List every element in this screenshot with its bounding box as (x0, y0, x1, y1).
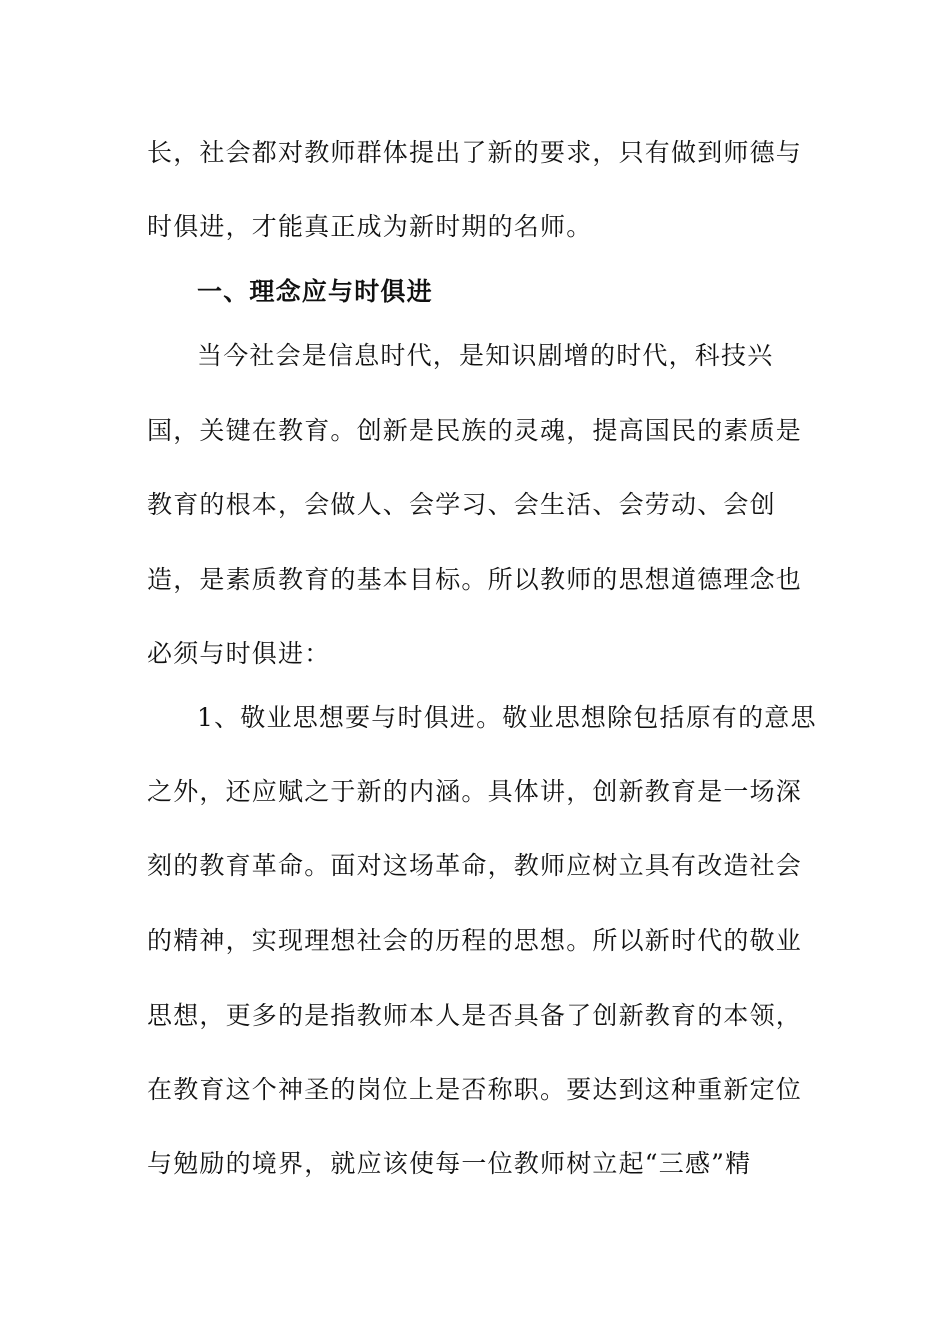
paragraph-line: 造，是素质教育的基本目标。所以教师的思想道德理念也 (147, 565, 803, 594)
paragraph-line: 时俱进，才能真正成为新时期的名师。 (147, 212, 593, 241)
paragraph-line: 教育的根本，会做人、会学习、会生活、会劳动、会创 (147, 490, 776, 519)
section-heading: 一、理念应与时俱进 (197, 277, 433, 306)
paragraph-line: 思想，更多的是指教师本人是否具备了创新教育的本领， (147, 1001, 803, 1030)
paragraph-line: 的精神，实现理想社会的历程的思想。所以新时代的敬业 (147, 926, 803, 955)
paragraph-line: 1、敬业思想要与时俱进。敬业思想除包括原有的意思 (197, 703, 817, 732)
paragraph-line: 在教育这个神圣的岗位上是否称职。要达到这种重新定位 (147, 1075, 803, 1104)
paragraph-line: 与勉励的境界，就应该使每一位教师树立起“三感”精 (147, 1149, 752, 1178)
paragraph-line: 必须与时俱进： (147, 639, 331, 668)
paragraph-line: 刻的教育革命。面对这场革命，教师应树立具有改造社会 (147, 851, 803, 880)
paragraph-line: 之外，还应赋之于新的内涵。具体讲，创新教育是一场深 (147, 777, 803, 806)
paragraph-line: 当今社会是信息时代，是知识剧增的时代，科技兴 (197, 341, 774, 370)
paragraph-line: 长，社会都对教师群体提出了新的要求，只有做到师德与 (147, 138, 803, 167)
paragraph-line: 国，关键在教育。创新是民族的灵魂，提高国民的素质是 (147, 416, 803, 445)
